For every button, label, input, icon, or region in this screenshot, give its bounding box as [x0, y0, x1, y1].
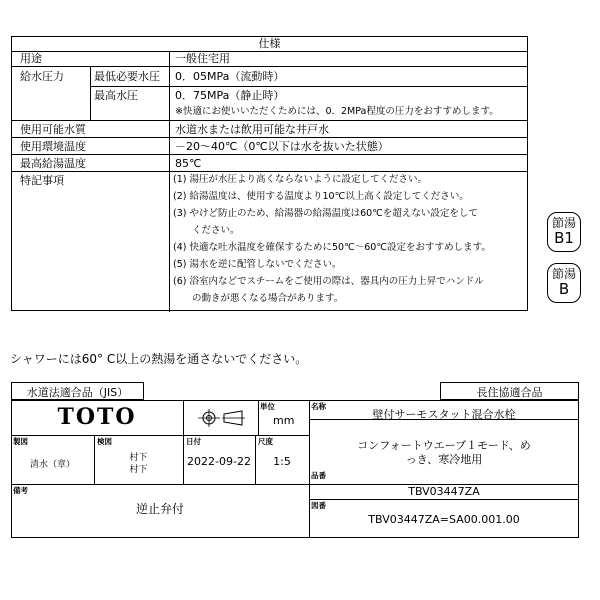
drawn-value: 清水（章） [29, 460, 75, 470]
max-pressure-label: 最高水圧 [94, 89, 138, 102]
env-label: 使用環境温度 [20, 140, 86, 153]
use-value: 一般住宅用 [175, 52, 230, 65]
product-name: 壁付サーモスタット混合水栓 [372, 408, 516, 421]
hot-label: 最高給湯温度 [20, 157, 86, 170]
pressure-label: 給水圧力 [20, 70, 64, 83]
unit-value: mm [273, 414, 295, 427]
stamp-grade: B1 [554, 229, 574, 247]
product-desc-line1: コンフォートウエーブ１モード、め [357, 439, 531, 452]
drawing-number: TBV03447ZA=SA00.001.00 [368, 513, 520, 526]
date-value: 2022-09-22 [187, 455, 251, 468]
pressure-note: ※快適にお使いいただくためには、0．2MPa程度の圧力をおすすめします。 [175, 106, 499, 117]
part-label: 品番 [311, 471, 326, 480]
choju-label: 長住協適合品 [476, 386, 543, 399]
setsuyu-b-stamp [547, 263, 581, 303]
setsuyu-b1-stamp [547, 212, 581, 252]
note-item: (1) 湯圧が水圧より高くならないように設定してください。 [173, 174, 427, 185]
toto-logo: TOTO [57, 404, 137, 430]
shower-warning: シャワーには60° C以上の熱湯を通さないでください。 [10, 352, 308, 366]
scale-value: 1:5 [273, 455, 291, 468]
notes-label: 特記事項 [20, 174, 64, 187]
checked-value: 村下 [129, 465, 148, 475]
remark-value: 逆止弁付 [135, 502, 184, 516]
name-label: 名称 [311, 402, 326, 411]
scale-label: 尺度 [258, 437, 273, 446]
part-number: TBV03447ZA [408, 485, 480, 498]
drawing-label: 図番 [311, 501, 326, 510]
stamp-text: 節湯 [551, 267, 576, 281]
unit-label: 単位 [260, 402, 275, 411]
spec-title: 仕様 [258, 37, 281, 50]
title-block [11, 382, 579, 538]
env-value: －20～40℃（0℃以下は水を抜いた状態） [175, 140, 389, 153]
water-label: 使用可能水質 [20, 123, 86, 136]
note-item: (6) 浴室内などでスチームをご使用の際は、器具内の圧力上昇でハンドル [173, 276, 484, 287]
remark-label: 備考 [13, 486, 28, 495]
note-item: (5) 湯水を逆に配管しないでください。 [173, 259, 342, 270]
note-item: (3) やけど防止のため、給湯器の給湯温度は60℃を超えない設定をして [173, 208, 478, 219]
note-item: (2) 給湯温度は、使用する温度より10℃以上高く設定してください。 [173, 191, 469, 202]
stamp-text: 節湯 [551, 216, 576, 230]
stamp-grade: B [558, 280, 570, 298]
note-item: ください。 [173, 225, 240, 236]
product-desc-line2: っき、寒冷地用 [405, 453, 483, 466]
jis-label: 水道法適合品（JIS） [26, 386, 129, 399]
drawn-label: 製図 [13, 437, 28, 446]
checked-value: 村下 [129, 453, 148, 463]
max-pressure-value: 0．75MPa（静止時） [175, 89, 285, 102]
water-value: 水道水または飲用可能な井戸水 [175, 123, 329, 136]
note-item: (4) 快適な吐水温度を確保するために50℃～60℃設定をおすすめします。 [173, 242, 491, 253]
min-pressure-value: 0．05MPa（流動時） [175, 70, 285, 83]
spec-table [11, 36, 528, 311]
hot-value: 85℃ [175, 157, 202, 170]
min-pressure-label: 最低必要水圧 [94, 70, 160, 83]
use-label: 用途 [20, 52, 42, 65]
date-label: 日付 [186, 437, 201, 446]
projection-symbol-icon [196, 407, 246, 429]
note-item: の動きが悪くなる場合があります。 [173, 293, 344, 304]
checked-label: 検図 [97, 437, 112, 446]
